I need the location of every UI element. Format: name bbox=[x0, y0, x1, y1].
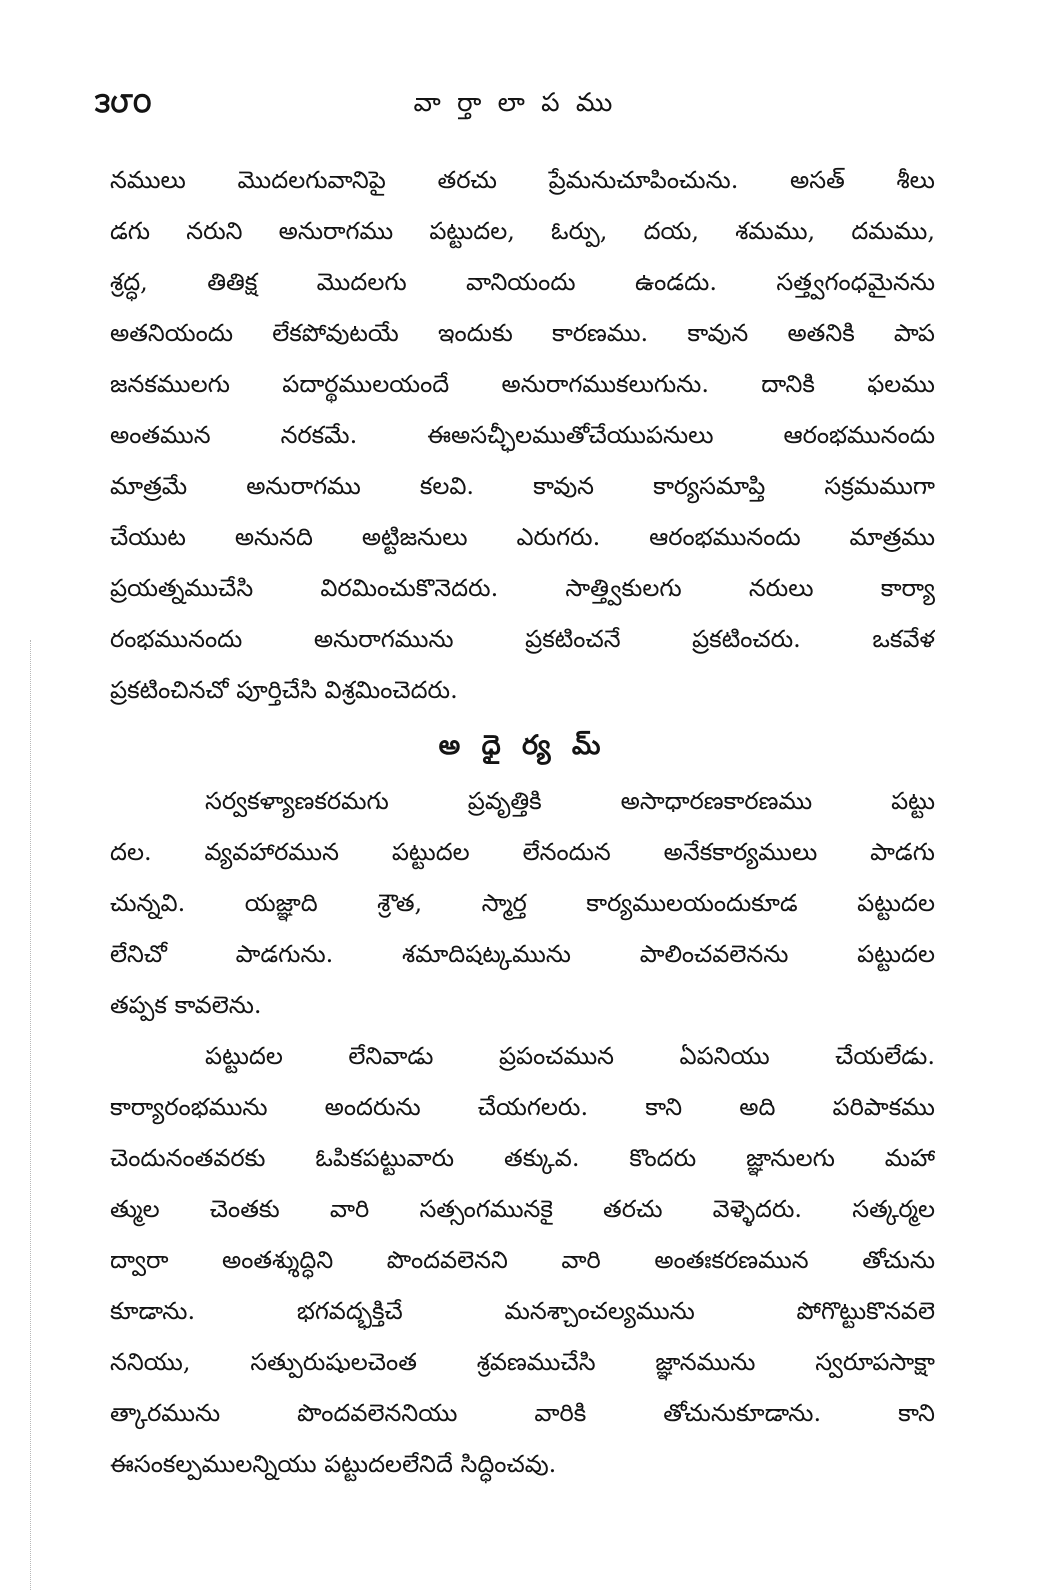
text-line: దల. వ్యవహారమున పట్టుదల లేనందున అనేకకార్యములు పాడగు bbox=[110, 838, 935, 866]
text-line: చున్నవి. యజ్ఞాది శ్రౌత, స్మార్త కార్యములయందుకూడ పట్టుదల bbox=[110, 889, 935, 917]
text-line: డగు నరుని అనురాగము పట్టుదల, ఓర్పు, దయ, శమము, దమము, bbox=[110, 217, 935, 245]
running-title: వా ర్తా లా ప ము bbox=[413, 88, 617, 118]
text-line: ప్రయత్నముచేసి విరమించుకొనెదరు. సాత్త్వికులగు నరులు కార్యా bbox=[110, 574, 935, 602]
text-line: చెందునంతవరకు ఓపికపట్టువారు తక్కువ. కొందరు జ్ఞానులగు మహా bbox=[110, 1144, 935, 1172]
text-line: మాత్రమే అనురాగము కలవి. కావున కార్యసమాప్తి సక్రమముగా bbox=[110, 472, 935, 500]
paragraph-2 bbox=[110, 1031, 935, 1490]
text-line: కూడాను. భగవద్భక్తిచే మనశ్చాంచల్యమును పోగొట్టుకొనవలె bbox=[110, 1297, 935, 1325]
paragraph-1 bbox=[110, 776, 935, 1031]
text-line: కార్యారంభమును అందరును చేయగలరు. కాని అది పరిపాకము bbox=[110, 1093, 935, 1121]
section-continued-text bbox=[110, 155, 935, 716]
text-line: త్ముల చెంతకు వారి సత్సంగమునకై తరచు వెళ్ళెదరు. సత్కర్మల bbox=[110, 1195, 935, 1223]
page-body bbox=[110, 155, 935, 1490]
page-header bbox=[95, 78, 935, 128]
text-line: ద్వారా అంతశ్శుద్ధిని పొందవలెనని వారి అంతఃకరణమున తోచును bbox=[110, 1246, 935, 1274]
text-line: త్కారమును పొందవలెననియు వారికి తోచునుకూడాను. కాని bbox=[110, 1399, 935, 1427]
text-line: ప్రకటించినచో పూర్తిచేసి విశ్రమించెదరు. bbox=[110, 676, 458, 704]
text-line: శ్రద్ధ, తితిక్ష మొదలగు వానియందు ఉండదు. సత్త్వగంధమైనను bbox=[110, 268, 935, 296]
text-line: పట్టుదల లేనివాడు ప్రపంచమున ఏపనియు చేయలేడు. bbox=[205, 1042, 935, 1070]
text-line: జనకములగు పదార్థములయందే అనురాగముకలుగును. దానికి ఫలము bbox=[110, 370, 935, 398]
text-line: ననియు, సత్పురుషులచెంత శ్రవణముచేసి జ్ఞానమును స్వరూపసాక్షా bbox=[110, 1348, 935, 1376]
text-line: అంతమున నరకమే. ఈఅసచ్ఛీలముతోచేయుపనులు ఆరంభమునందు bbox=[110, 421, 935, 449]
page-number: ౩౮౦ bbox=[95, 86, 152, 119]
text-line: లేనిచో పాడగును. శమాదిషట్కమును పాలించవలెనను పట్టుదల bbox=[110, 940, 935, 968]
text-line: ఈసంకల్పములన్నియు పట్టుదలలేనిదే సిద్ధించవు. bbox=[110, 1450, 557, 1478]
text-line: తప్పక కావలెను. bbox=[110, 991, 262, 1019]
scan-edge-line bbox=[30, 640, 31, 1590]
text-line: చేయుట అనునది అట్టిజనులు ఎరుగరు. ఆరంభమునందు మాత్రము bbox=[110, 523, 935, 551]
text-line: నములు మొదలగువానిపై తరచు ప్రేమనుచూపించును. అసత్ శీలు bbox=[110, 166, 935, 194]
text-line: రంభమునందు అనురాగమును ప్రకటించనే ప్రకటించరు. ఒకవేళ bbox=[110, 625, 935, 653]
text-line: సర్వకళ్యాణకరమగు ప్రవృత్తికి అసాధారణకారణము పట్టు bbox=[205, 787, 935, 815]
text-line: అతనియందు లేకపోవుటయే ఇందుకు కారణము. కావున అతనికి పాప bbox=[110, 319, 935, 347]
section-heading: అ ధై ర్య మ్ bbox=[438, 730, 607, 761]
